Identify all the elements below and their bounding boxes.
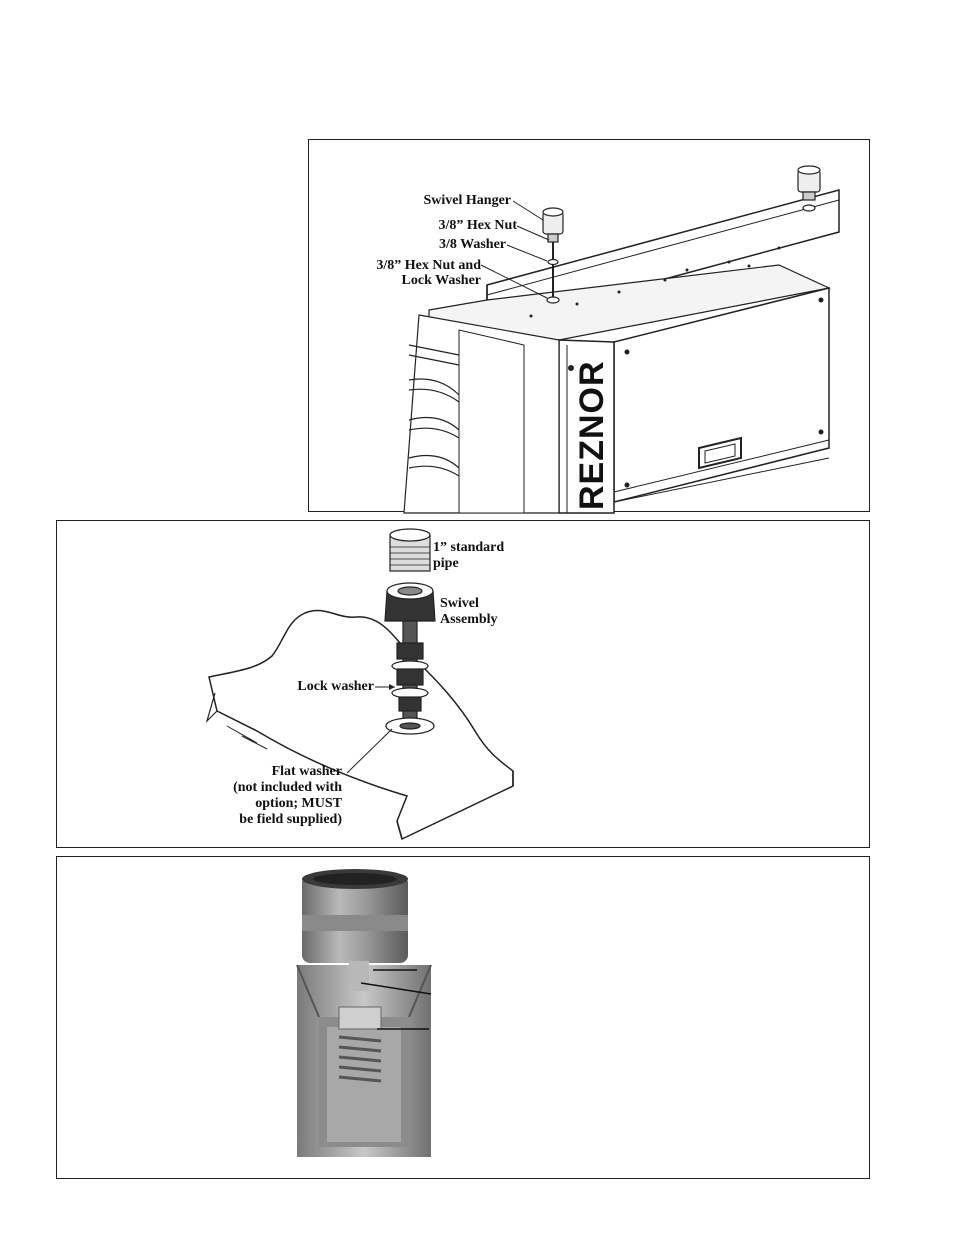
label-flat-washer-line1: Flat washer <box>271 764 342 779</box>
label-pipe-line1: 1” standard <box>433 540 505 555</box>
label-flat-washer-line2: (not included with <box>233 780 342 795</box>
label-flat-washer-line4: be field supplied) <box>239 812 342 827</box>
swivel-channel-photo <box>57 857 871 1180</box>
figure-swivel-photo-panel <box>56 856 870 1179</box>
label-hex-nut-lock-line1: 3/8” Hex Nut and <box>376 258 481 273</box>
figure-swivel-assembly-panel <box>56 520 870 848</box>
label-pipe-line2: pipe <box>433 556 459 571</box>
label-swivel-line2: Assembly <box>440 612 498 627</box>
label-lock-washer: Lock washer <box>297 679 374 694</box>
brand-logo: REZNOR <box>573 360 611 510</box>
figure-heater-hanger-panel <box>308 139 870 512</box>
label-swivel-line1: Swivel <box>440 596 479 611</box>
label-swivel-hanger: Swivel Hanger <box>423 193 511 208</box>
label-hex-nut-lock-line2: Lock Washer <box>401 273 481 288</box>
label-washer: 3/8 Washer <box>438 237 506 252</box>
label-hex-nut: 3/8” Hex Nut <box>438 218 517 233</box>
label-flat-washer-line3: option; MUST <box>255 796 342 811</box>
